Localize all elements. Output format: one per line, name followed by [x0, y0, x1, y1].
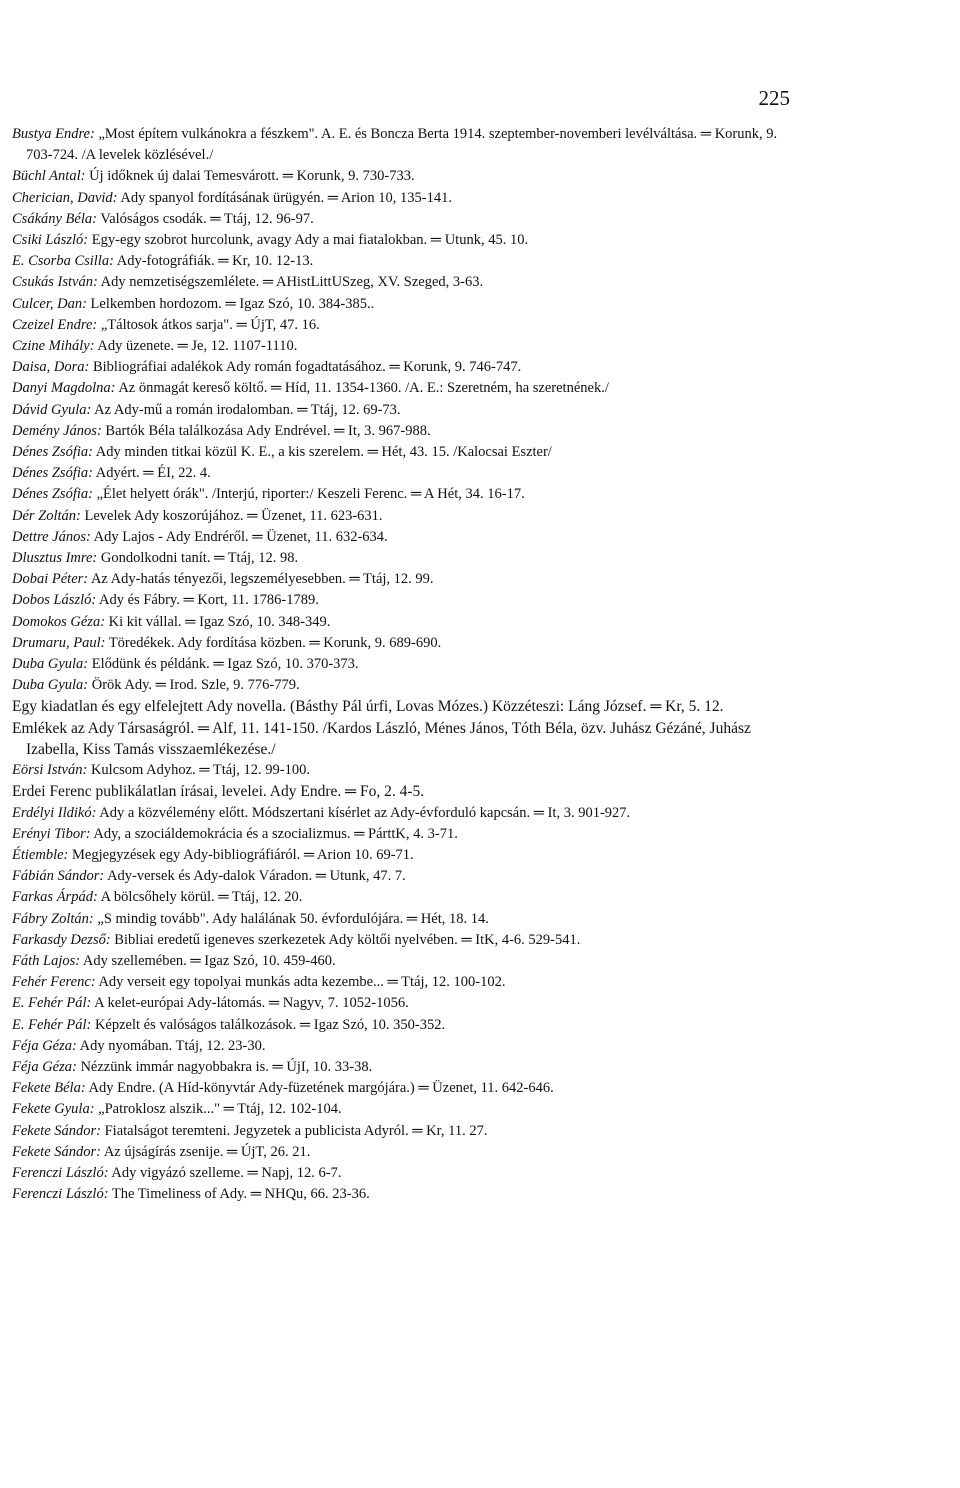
bibliography-entry: [12, 1163, 802, 1184]
entry-author: Csákány Béla:: [12, 210, 97, 227]
entry-text: Ady üzenete. ═ Je, 12. 1107-1110.: [97, 338, 298, 355]
entry-author: Erényi Tibor:: [12, 825, 91, 842]
entry-author: Demény János:: [12, 422, 102, 439]
bibliography-entry: [12, 251, 802, 272]
entry-author: Duba Gyula:: [12, 656, 89, 673]
bibliography-entry: [12, 612, 802, 633]
entry-author: Fábián Sándor:: [12, 868, 105, 885]
entry-text: Bibliai eredetű igeneves szerkezetek Ady költői nyelvében. ═ ItK, 4-6. 529-541.: [114, 931, 581, 948]
entry-author: Csiki László:: [12, 232, 89, 249]
bibliography-entry: [12, 336, 802, 357]
bibliography-entry: [12, 1099, 802, 1120]
entry-author: Daisa, Dora:: [12, 359, 90, 376]
entry-author: Dénes Zsófia:: [12, 465, 93, 482]
entry-text: „Élet helyett órák". /Interjú, riporter:/ Keszeli Ferenc. ═ A Hét, 34. 16-17.: [96, 486, 525, 503]
entry-text: Ady a közvélemény előtt. Módszertani kísérlet az Ady-évforduló kapcsán. ═ It, 3. 901-927.: [99, 804, 631, 821]
entry-author: Csukás István:: [12, 274, 98, 291]
bibliography-entry: [12, 718, 802, 760]
entry-text: Ady verseit egy topolyai munkás adta kezembe... ═ Ttáj, 12. 100-102.: [98, 974, 506, 991]
entry-text: Elődünk és példánk. ═ Igaz Szó, 10. 370-373.: [91, 656, 359, 673]
entry-author: Bustya Endre:: [12, 126, 95, 142]
bibliography-entry: [12, 930, 802, 951]
entry-author: Dér Zoltán:: [12, 507, 81, 524]
entry-text: „Patroklosz alszik..." ═ Ttáj, 12. 102-104.: [98, 1101, 342, 1118]
bibliography-entry: [12, 484, 802, 505]
bibliography-entry: [12, 781, 802, 802]
entry-author: E. Fehér Pál:: [12, 1016, 92, 1033]
entry-text: Töredékek. Ady fordítása közben. ═ Korunk, 9. 689-690.: [108, 634, 442, 651]
entry-text: Egy kiadatlan és egy elfelejtett Ady novella. (Básthy Pál úrfi, Lovas Mózes.) Közzéteszi: Láng József. ═ Kr, 5. 12.: [12, 698, 724, 716]
entry-text: Ady szellemében. ═ Igaz Szó, 10. 459-460.: [82, 952, 336, 969]
entry-text: Egy-egy szobrot hurcolunk, avagy Ady a mai fiatalokban. ═ Utunk, 45. 10.: [91, 232, 529, 249]
bibliography-entry: [12, 315, 802, 336]
entry-text: Ady-versek és Ady-dalok Váradon. ═ Utunk, 47. 7.: [107, 868, 406, 885]
bibliography-entry: [12, 696, 802, 717]
page-number: 225: [758, 86, 790, 110]
entry-text: Az Ady-mű a román irodalomban. ═ Ttáj, 12. 69-73.: [94, 401, 401, 418]
entry-author: Fekete Gyula:: [12, 1101, 95, 1118]
entry-author: Féja Géza:: [12, 1058, 77, 1075]
bibliography-entry: [12, 400, 802, 421]
entry-text: Levelek Ady koszorújához. ═ Üzenet, 11. 623-631.: [84, 507, 383, 524]
bibliography-entry: [12, 1057, 802, 1078]
entry-text: Az Ady-hatás tényezői, legszemélyesebben. ═ Ttáj, 12. 99.: [90, 571, 434, 588]
entry-author: Dobos László:: [12, 592, 97, 609]
entry-author: Drumaru, Paul:: [12, 634, 106, 651]
bibliography-entry: [12, 463, 802, 484]
bibliography-entry: [12, 272, 802, 293]
entry-text: Az újságírás zsenije. ═ ÚjT, 26. 21.: [103, 1143, 311, 1160]
entry-author: Dettre János:: [12, 528, 91, 545]
entry-author: Dlusztus Imre:: [12, 550, 98, 567]
entry-text: Lelkemben hordozom. ═ Igaz Szó, 10. 384-385..: [90, 295, 375, 312]
entry-text: Ady nyomában. Ttáj, 12. 23-30.: [79, 1037, 266, 1054]
entry-author: Ferenczi László:: [12, 1186, 109, 1203]
bibliography-entry: [12, 1142, 802, 1163]
bibliography-entry: [12, 845, 802, 866]
entry-text: A kelet-európai Ady-látomás. ═ Nagyv, 7. 1052-1056.: [94, 995, 409, 1012]
bibliography-entry: [12, 1121, 802, 1142]
entry-text: Ady Lajos - Ady Endréről. ═ Üzenet, 11. 632-634.: [93, 528, 388, 545]
bibliography-entry: [12, 527, 802, 548]
entry-text: Ady spanyol fordításának ürügyén. ═ Arion 10, 135-141.: [120, 189, 452, 206]
bibliography-entry: [12, 633, 802, 654]
bibliography-entry: [12, 803, 802, 824]
entry-author: Fekete Sándor:: [12, 1143, 101, 1160]
entry-text: Az önmagát kereső költő. ═ Híd, 11. 1354-1360. /A. E.: Szeretném, ha szeretnének./: [118, 380, 609, 397]
bibliography-entry: [12, 675, 802, 696]
entry-author: Culcer, Dan:: [12, 295, 87, 312]
entry-text: Adyért. ═ ÉI, 22. 4.: [95, 465, 211, 482]
entry-text: A bölcsőhely körül. ═ Ttáj, 12. 20.: [100, 889, 303, 906]
entry-author: Büchl Antal:: [12, 168, 86, 185]
entry-text: „S mindig tovább". Ady halálának 50. évfordulójára. ═ Hét, 18. 14.: [97, 910, 489, 927]
entry-text: The Timeliness of Ady. ═ NHQu, 66. 23-36.: [111, 1186, 370, 1203]
bibliography-entry: [12, 1184, 802, 1205]
entry-text: Ady-fotográfiák. ═ Kr, 10. 12-13.: [116, 253, 314, 270]
entry-author: Fáth Lajos:: [12, 952, 81, 969]
entry-text: Új időknek új dalai Temesvárott. ═ Korunk, 9. 730-733.: [89, 168, 415, 185]
bibliography-entry: [12, 124, 802, 166]
entry-text: „Táltosok átkos sarja". ═ ÚjT, 47. 16.: [100, 316, 320, 333]
entry-text: Ady, a szociáldemokrácia és a szocializmus. ═ PárttK, 4. 3-71.: [93, 825, 458, 842]
entry-author: Dénes Zsófia:: [12, 444, 93, 461]
entry-text: Valóságos csodák. ═ Ttáj, 12. 96-97.: [100, 210, 314, 227]
entry-author: E. Csorba Csilla:: [12, 253, 114, 270]
entry-author: Dobai Péter:: [12, 571, 89, 588]
entry-text: Kulcsom Adyhoz. ═ Ttáj, 12. 99-100.: [90, 762, 310, 779]
bibliography-entry: [12, 209, 802, 230]
bibliography-entry: [12, 166, 802, 187]
entry-author: Dávid Gyula:: [12, 401, 92, 418]
bibliography-entry: [12, 230, 802, 251]
bibliography-entry: [12, 909, 802, 930]
entry-text: Fiatalságot teremteni. Jegyzetek a publicista Adyról. ═ Kr, 11. 27.: [104, 1122, 488, 1139]
entry-author: Duba Gyula:: [12, 677, 89, 694]
entry-author: Féja Géza:: [12, 1037, 77, 1054]
entry-author: Domokos Géza:: [12, 613, 106, 630]
entry-author: Farkasdy Dezső:: [12, 931, 111, 948]
entry-text: Bibliográfiai adalékok Ady román fogadtatásához. ═ Korunk, 9. 746-747.: [92, 359, 522, 376]
entry-author: Eörsi István:: [12, 762, 88, 779]
entry-text: Örök Ady. ═ Irod. Szle, 9. 776-779.: [91, 677, 300, 694]
entry-text: Gondolkodni tanít. ═ Ttáj, 12. 98.: [100, 550, 299, 567]
bibliography-entry: [12, 442, 802, 463]
entry-author: Fábry Zoltán:: [12, 910, 94, 927]
bibliography-entry: [12, 506, 802, 527]
bibliography-list: [12, 124, 802, 1205]
entry-text: Erdei Ferenc publikálatlan írásai, levelei. Ady Endre. ═ Fo, 2. 4-5.: [12, 783, 425, 801]
entry-text: Ady vigyázó szelleme. ═ Napj, 12. 6-7.: [111, 1164, 342, 1181]
bibliography-entry: [12, 654, 802, 675]
entry-text: Ady minden titkai közül K. E., a kis szerelem. ═ Hét, 43. 15. /Kalocsai Eszter/: [95, 444, 552, 461]
entry-author: Erdélyi Ildikó:: [12, 804, 97, 821]
entry-text: Képzelt és valóságos találkozások. ═ Igaz Szó, 10. 350-352.: [94, 1016, 446, 1033]
bibliography-entry: [12, 760, 802, 781]
entry-author: Fekete Béla:: [12, 1080, 86, 1097]
bibliography-entry: [12, 824, 802, 845]
entry-author: Farkas Árpád:: [12, 889, 98, 906]
bibliography-entry: [12, 294, 802, 315]
entry-text: Ki kit vállal. ═ Igaz Szó, 10. 348-349.: [108, 613, 331, 630]
entry-text: Megjegyzések egy Ady-bibliográfiáról. ═ Arion 10. 69-71.: [72, 846, 414, 863]
bibliography-entry: [12, 993, 802, 1014]
entry-author: Cherician, David:: [12, 189, 118, 206]
entry-text: Emlékek az Ady Társaságról. ═ Alf, 11. 141-150. /Kardos László, Ménes János, Tóth Béla, özv. Juhász Gézáné, Juhász Izabella, Kiss Tamás visszaemlékezése./: [12, 719, 751, 758]
entry-author: Ferenczi László:: [12, 1164, 109, 1181]
bibliography-entry: [12, 188, 802, 209]
entry-author: Dénes Zsófia:: [12, 486, 93, 503]
bibliography-entry: [12, 548, 802, 569]
bibliography-entry: [12, 378, 802, 399]
entry-text: Ady nemzetiségszemlélete. ═ AHistLittUSzeg, XV. Szeged, 3-63.: [100, 274, 484, 291]
entry-text: Nézzünk immár nagyobbakra is. ═ ÚjI, 10. 33-38.: [80, 1058, 373, 1075]
entry-author: Fehér Ferenc:: [12, 974, 96, 991]
bibliography-entry: [12, 972, 802, 993]
entry-author: Danyi Magdolna:: [12, 380, 116, 397]
bibliography-entry: [12, 357, 802, 378]
bibliography-entry: [12, 421, 802, 442]
bibliography-entry: [12, 1036, 802, 1057]
entry-text: Bartók Béla találkozása Ady Endrével. ═ It, 3. 967-988.: [105, 422, 431, 439]
entry-text: Ady Endre. (A Híd-könyvtár Ady-füzetének margójára.) ═ Üzenet, 11. 642-646.: [88, 1080, 554, 1097]
bibliography-entry: [12, 866, 802, 887]
bibliography-entry: [12, 569, 802, 590]
bibliography-entry: [12, 887, 802, 908]
entry-author: Czeizel Endre:: [12, 316, 98, 333]
bibliography-entry: [12, 590, 802, 611]
entry-author: Étiemble:: [12, 846, 69, 863]
bibliography-entry: [12, 1078, 802, 1099]
entry-author: Fekete Sándor:: [12, 1122, 101, 1139]
bibliography-entry: [12, 951, 802, 972]
entry-author: Czine Mihály:: [12, 338, 95, 355]
bibliography-entry: [12, 1015, 802, 1036]
entry-text: „Most építem vulkánokra a fészkem". A. E. és Boncza Berta 1914. szeptember-novemberi levélváltása. ═ Korunk, 9. 703-724. /A levelek közlésével./: [26, 126, 778, 164]
entry-text: Ady és Fábry. ═ Kort, 11. 1786-1789.: [99, 592, 319, 609]
entry-author: E. Fehér Pál:: [12, 995, 92, 1012]
